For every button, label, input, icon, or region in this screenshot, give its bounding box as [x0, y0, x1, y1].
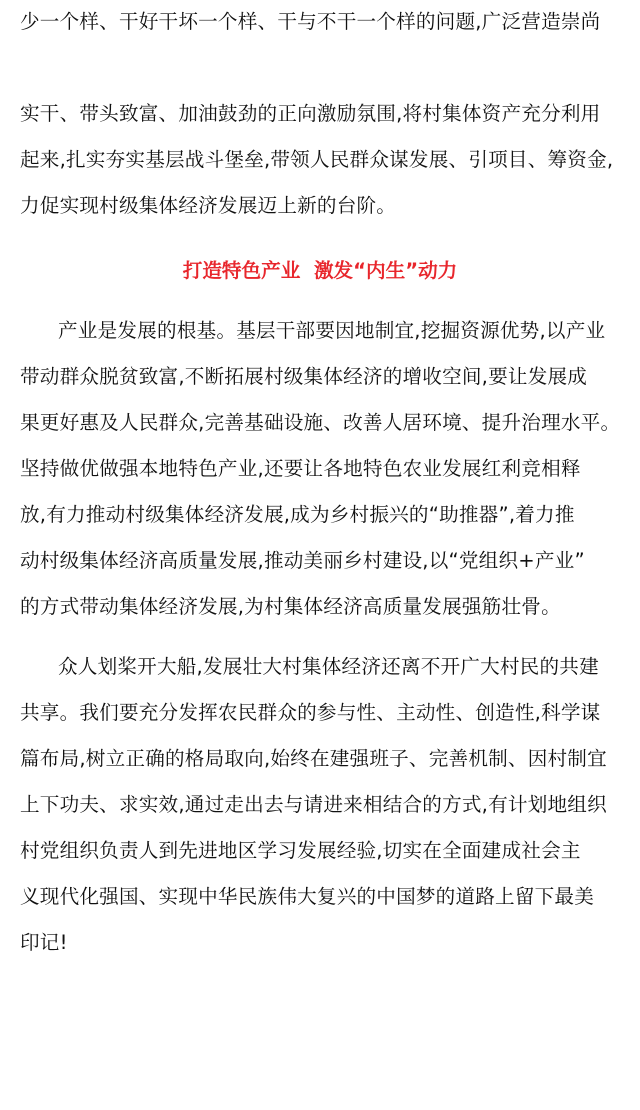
paragraph-line: 篇布局,树立正确的格局取向,始终在建强班子、完善机制、因村制宜 [20, 747, 607, 770]
paragraph-line: 果更好惠及人民群众,完善基础设施、改善人居环境、提升治理水平。 [20, 411, 621, 434]
paragraph-line: 坚持做优做强本地特色产业,还要让各地特色农业发展红利竞相释 [20, 457, 581, 480]
paragraph-line: 动村级集体经济高质量发展,推动美丽乡村建设,以“党组织+产业” [20, 549, 585, 572]
intro-line: 少一个样、干好干坏一个样、干与不干一个样的问题,广泛营造崇尚 [20, 10, 601, 33]
paragraph-line: 共享。我们要充分发挥农民群众的参与性、主动性、创造性,科学谋 [20, 701, 601, 724]
paragraph-line: 产业是发展的根基。基层干部要因地制宜,挖掘资源优势,以产业 [58, 319, 606, 342]
paragraph-line: 上下功夫、求实效,通过走出去与请进来相结合的方式,有计划地组织 [20, 793, 607, 816]
paragraph-line: 印记! [20, 931, 68, 954]
intro-line: 实干、带头致富、加油鼓劲的正向激励氛围,将村集体资产充分利用 [20, 102, 601, 125]
intro-line: 力促实现村级集体经济发展迈上新的台阶。 [20, 194, 397, 217]
paragraph-line: 的方式带动集体经济发展,为村集体经济高质量发展强筋壮骨。 [20, 595, 561, 618]
paragraph-line: 带动群众脱贫致富,不断拓展村级集体经济的增收空间,要让发展成 [20, 365, 588, 388]
intro-line: 起来,扎实夯实基层战斗堡垒,带领人民群众谋发展、引项目、筹资金, [20, 148, 614, 171]
paragraph-line: 放,有力推动村级集体经济发展,成为乡村振兴的“助推器”,着力推 [20, 503, 575, 526]
paragraph-line: 村党组织负责人到先进地区学习发展经验,切实在全面建成社会主 [20, 839, 581, 862]
paragraph-line: 众人划桨开大船,发展壮大村集体经济还离不开广大村民的共建 [58, 655, 599, 678]
paragraph-line: 义现代化强国、实现中华民族伟大复兴的中国梦的道路上留下最美 [20, 885, 595, 908]
section-heading: 打造特色产业 激发“内生”动力 [182, 259, 458, 282]
